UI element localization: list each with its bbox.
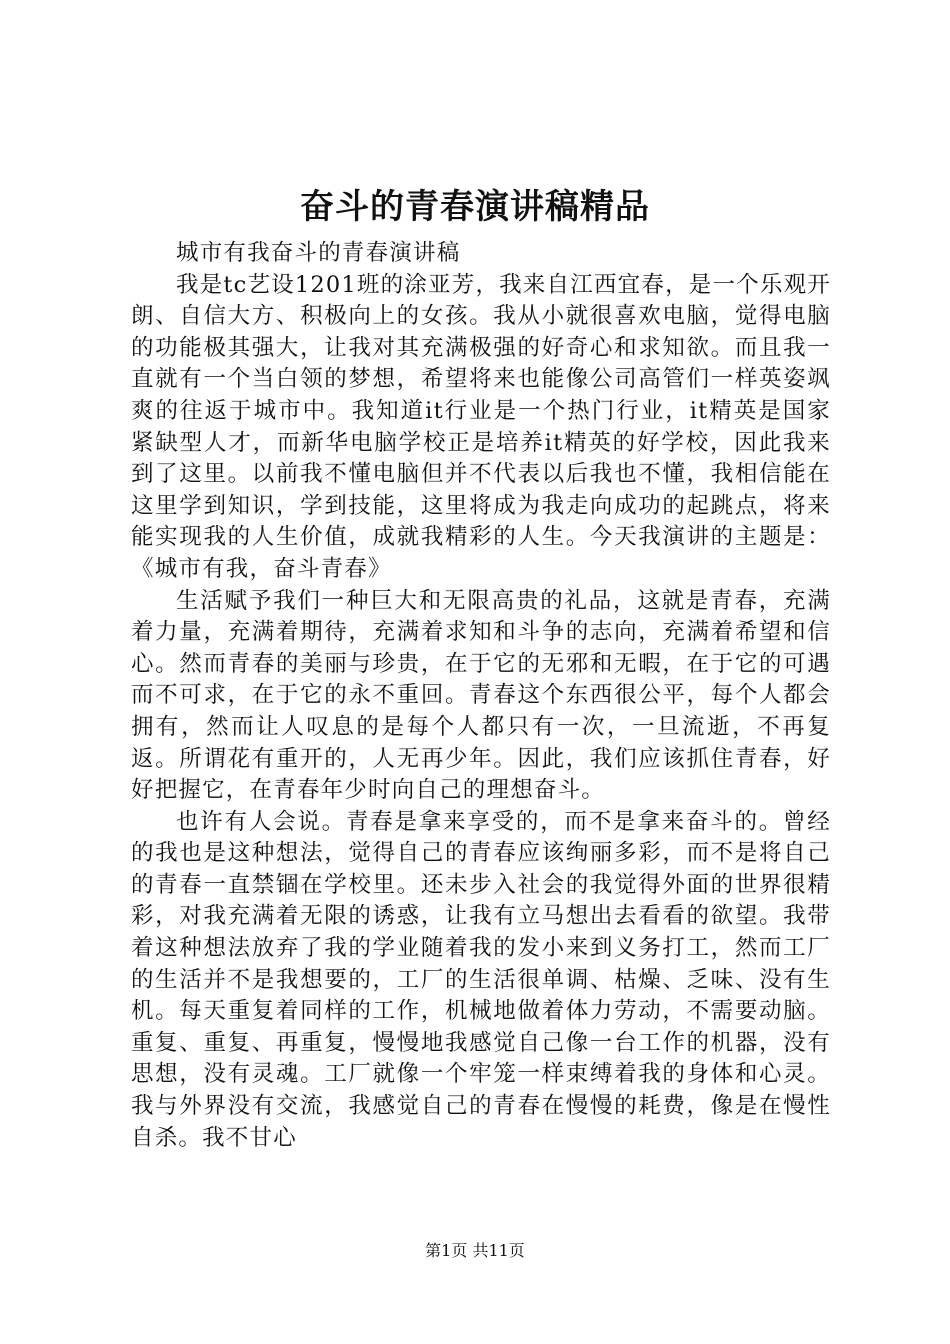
body-paragraph-3: 也许有人会说。青春是拿来享受的，而不是拿来奋斗的。曾经的我也是这种想法，觉得自己的青春应该绚丽多彩，而不是将自己的青春一直禁锢在学校里。还未步入社会的我觉得外面的世界很精彩，对我充满着无限的诱惑，让我有立马想出去看看的欲望。我带着这种想法放弃了我的学业随着我的发小来到义务打工，然而工厂的生活并不是我想要的，工厂的生活很单调、枯燥、乏味、没有生机。每天重复着同样的工作，机械地做着体力劳动，不需要动脑。重复、重复、再重复，慢慢地我感觉自己像一台工作的机器，没有思想，没有灵魂。工厂就像一个牢笼一样束缚着我的身体和心灵。我与外界没有交流，我感觉自己的青春在慢慢的耗费，像是在慢性自杀。我不甘心	[131, 808, 831, 1151]
body-paragraph-1: 我是tc艺设1201班的涂亚芳，我来自江西宜春，是一个乐观开朗、自信大方、积极向上的女孩。我从小就很喜欢电脑，觉得电脑的功能极其强大，让我对其充满极强的好奇心和求知欲。而且我一直就有一个当白领的梦想，希望将来也能像公司高管们一样英姿飒爽的往返于城市中。我知道it行业是一个热门行业，it精英是国家紧缺型人才，而新华电脑学校正是培养it精英的好学校，因此我来到了这里。以前我不懂电脑但并不代表以后我也不懂，我相信能在这里学到知识，学到技能，这里将成为我走向成功的起跳点，将来能实现我的人生价值，成就我精彩的人生。今天我演讲的主题是：《城市有我，奋斗青春》	[131, 271, 831, 582]
document-title: 奋斗的青春演讲稿精品	[300, 187, 650, 227]
body-paragraph-2: 生活赋予我们一种巨大和无限高贵的礼品，这就是青春，充满着力量，充满着期待，充满着求知和斗争的志向，充满着希望和信心。然而青春的美丽与珍贵，在于它的无邪和无暇，在于它的可遇而不可求，在于它的永不重回。青春这个东西很公平，每个人都会拥有，然而让人叹息的是每个人都只有一次，一旦流逝，不再复返。所谓花有重开的，人无再少年。因此，我们应该抓住青春，好好把握它，在青春年少时向自己的理想奋斗。	[131, 587, 831, 804]
page-number-footer: 第1页 共11页	[425, 1241, 525, 1260]
document-body	[131, 238, 831, 1154]
subtitle-paragraph: 城市有我奋斗的青春演讲稿	[176, 240, 461, 266]
